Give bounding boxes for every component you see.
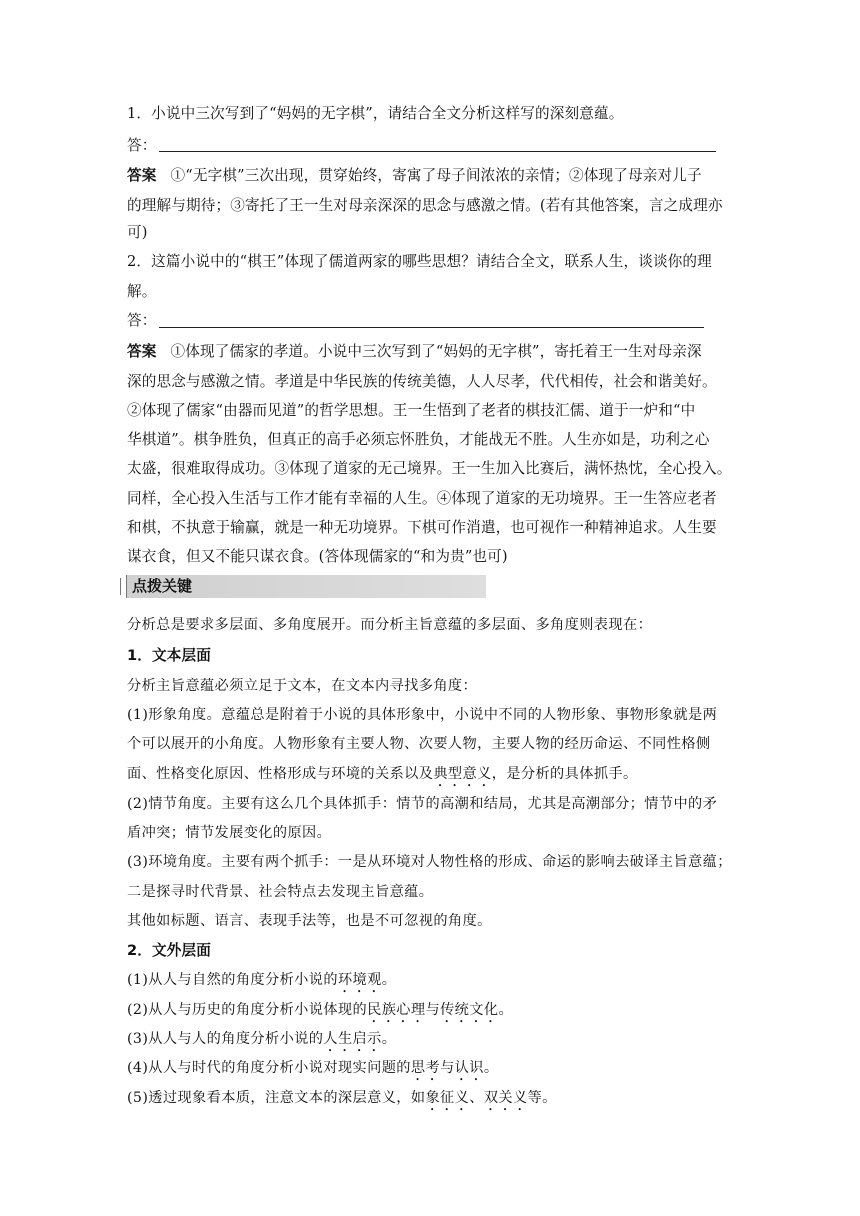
outside-item-4: (4)从人与时代的角度分析小说对现实问题的思考与认识。 <box>127 1060 499 1076</box>
answer-2-line-5: 太盛，很难取得成功。③体现了道家的无己境界。王一生加入比赛后，满怀热忱，全心投入。 <box>127 460 732 477</box>
emphasis-text: 典型意义 <box>433 766 492 782</box>
section-header <box>119 575 486 598</box>
emphasis-text: 认识 <box>454 1060 484 1076</box>
emphasis-text: 传统文化 <box>440 1002 499 1018</box>
outside-item-3: (3)从人与人的角度分析小说的人生启示。 <box>127 1031 397 1047</box>
outside-level-heading: 2．文外层面 <box>127 942 212 959</box>
question-2-line-2: 解。 <box>127 283 157 300</box>
section-marker-icon <box>119 575 127 598</box>
answer-2-line-7: 和棋，不执意于输赢，就是一种无功境界。下棋可作消遣，也可视作一种精神追求。人生要 <box>127 519 717 536</box>
answer-prompt-1: 答： <box>127 137 157 154</box>
item3-line-2: 二是探寻时代背景、社会特点去发现主旨意蕴。 <box>127 884 434 900</box>
emphasis-text: 人生启示 <box>323 1031 382 1047</box>
answer-blank-2[interactable] <box>159 327 704 328</box>
other-angles: 其他如标题、语言、表现手法等，也是不可忽视的角度。 <box>127 913 492 929</box>
answer-label: 答案 <box>127 343 157 360</box>
answer-1-line-1: 答案 ①“无字棋”三次出现，贯穿始终，寄寓了母子间浓浓的亲情；②体现了母亲对儿子 <box>127 167 702 184</box>
answer-1-line-3: 可) <box>127 224 148 241</box>
outside-item-1: (1)从人与自然的角度分析小说的环境观。 <box>127 972 397 988</box>
emphasis-text: 思考 <box>410 1060 441 1076</box>
text-level-heading: 1．文本层面 <box>127 647 212 664</box>
item1-line-2: 个可以展开的小角度。人物形象有主要人物、次要人物，主要人物的经历命运、不同性格侧 <box>127 736 711 752</box>
answer-1-line-2: 的理解与期待；③寄托了王一生对母亲深深的思念与感激之情。(若有其他答案，言之成理亦 <box>127 197 723 214</box>
answer-label: 答案 <box>127 167 157 184</box>
item1-line-1: (1)形象角度。意蕴总是附着于小说的具体形象中，小说中不同的人物形象、事物形象就是两 <box>127 707 718 723</box>
emphasis-text: 双关义 <box>483 1090 528 1106</box>
answer-prompt-2: 答： <box>127 312 157 329</box>
outside-item-2: (2)从人与历史的角度分析小说体现的民族心理与传统文化。 <box>127 1002 514 1018</box>
emphasis-text: 民族心理 <box>367 1002 426 1018</box>
emphasis-text: 象征义 <box>425 1090 470 1106</box>
answer-blank-1[interactable] <box>159 151 716 152</box>
question-1: 1．小说中三次写到了“妈妈的无字棋”，请结合全文分析这样写的深刻意蕴。 <box>127 105 624 122</box>
item3-line-1: (3)环境角度。主要有两个抓手：一是从环境对人物性格的形成、命运的影响去破译主旨意蕴； <box>127 854 732 870</box>
answer-2-line-6: 同样，全心投入生活与工作才能有幸福的人生。④体现了道家的无功境界。王一生答应老者 <box>127 490 717 507</box>
item2-line-1: (2)情节角度。主要有这么几个具体抓手：情节的高潮和结局，尤其是高潮部分；情节中的矛 <box>127 796 718 812</box>
section-title: 点拨关键 <box>132 577 193 595</box>
emphasis-text: 环境观 <box>337 972 382 988</box>
answer-2-line-3: ②体现了儒家“由器而见道”的哲学思想。王一生悟到了老者的棋技汇儒、道于一炉和“中 <box>127 402 696 419</box>
item2-line-2: 盾冲突；情节发展变化的原因。 <box>127 825 332 841</box>
question-2-line-1: 2．这篇小说中的“棋王”体现了儒道两家的哪些思想？请结合全文，联系人生，谈谈你的理 <box>127 253 712 270</box>
text-level-intro: 分析主旨意蕴必须立足于文本，在文本内寻找多角度： <box>127 678 478 694</box>
answer-2-line-8: 谋衣食，但又不能只谋衣食。(答体现儒家的“和为贵”也可) <box>127 548 508 565</box>
answer-2-line-1: 答案 ①体现了儒家的孝道。小说中三次写到了“妈妈的无字棋”，寄托着王一生对母亲深 <box>127 343 702 360</box>
answer-2-line-4: 华棋道”。棋争胜负，但真正的高手必须忘怀胜负，才能战无不胜。人生亦如是，功利之心 <box>127 431 710 448</box>
guidance-intro: 分析总是要求多层面、多角度展开。而分析主旨意蕴的多层面、多角度则表现在： <box>127 617 653 633</box>
item1-line-3: 面、性格变化原因、性格形成与环境的关系以及典型意义，是分析的具体抓手。 <box>127 766 638 782</box>
outside-item-5: (5)透过现象看本质，注意文本的深层意义，如象征义、双关义等。 <box>127 1090 557 1106</box>
answer-2-line-2: 深的思念与感激之情。孝道是中华民族的传统美德，人人尽孝，代代相传，社会和谐美好。 <box>127 373 717 390</box>
